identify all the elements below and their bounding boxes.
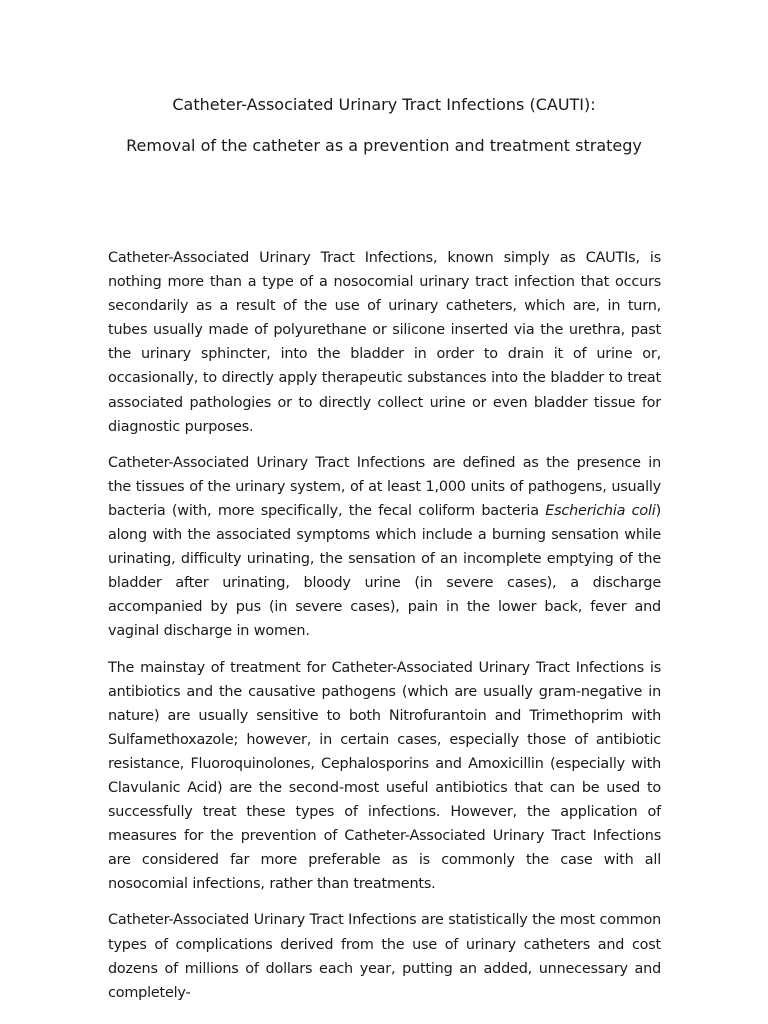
paragraph-2 <box>108 451 661 644</box>
document-title: Catheter-Associated Urinary Tract Infections (CAUTI): <box>172 95 596 114</box>
document-subtitle: Removal of the catheter as a prevention and treatment strategy <box>126 136 642 155</box>
paragraph-2-text-before: Catheter-Associated Urinary Tract Infections are defined as the presence in the tissues of the urinary system, of at least 1,000 units of pathogens, usually bacteria (with, more specifically, the fecal coliform bacteria <box>108 454 661 519</box>
paragraph-3: The mainstay of treatment for Catheter-Associated Urinary Tract Infections is antibiotics and the causative pathogens (which are usually gram-negative in nature) are usually sensitive to both Nitrofurantoin and Trimethoprim with Sulfamethoxazole; however, in certain cases, especially those of antibiotic resistance, Fluoroquinolones, Cephalosporins and Amoxicillin (especially with Clavulanic Acid) are the second-most useful antibiotics that can be used to successfully treat these types of infections. However, the application of measures for the prevention of Catheter-Associated Urinary Tract Infections are considered far more preferable as is commonly the case with all nosocomial infections, rather than treatments. <box>108 659 661 893</box>
paragraph-1: Catheter-Associated Urinary Tract Infections, known simply as CAUTIs, is nothing more than a type of a nosocomial urinary tract infection that occurs secondarily as a result of the use of urinary catheters, which are, in turn, tubes usually made of polyurethane or silicone inserted via the urethra, past the urinary sphincter, into the bladder in order to drain it of urine or, occasionally, to directly apply therapeutic substances into the bladder to treat associated pathologies or to directly collect urine or even bladder tissue for diagnostic purposes. <box>108 250 661 435</box>
paragraph-4: Catheter-Associated Urinary Tract Infections are statistically the most common types of complications derived from the use of urinary catheters and cost dozens of millions of dollars each year, putting an added, unnecessary and completely- <box>108 912 662 1001</box>
document-body <box>108 246 661 1017</box>
paragraph-2-text-after: ) along with the associated symptoms which include a burning sensation while urinating, difficulty urinating, the sensation of an incomplete emptying of the bladder after urinating, bloody urine (in severe cases), a discharge accompanied by pus (in severe cases), pain in the lower back, fever and vaginal discharge in women. <box>108 502 661 640</box>
species-name-italic: Escherichia coli <box>545 502 656 519</box>
